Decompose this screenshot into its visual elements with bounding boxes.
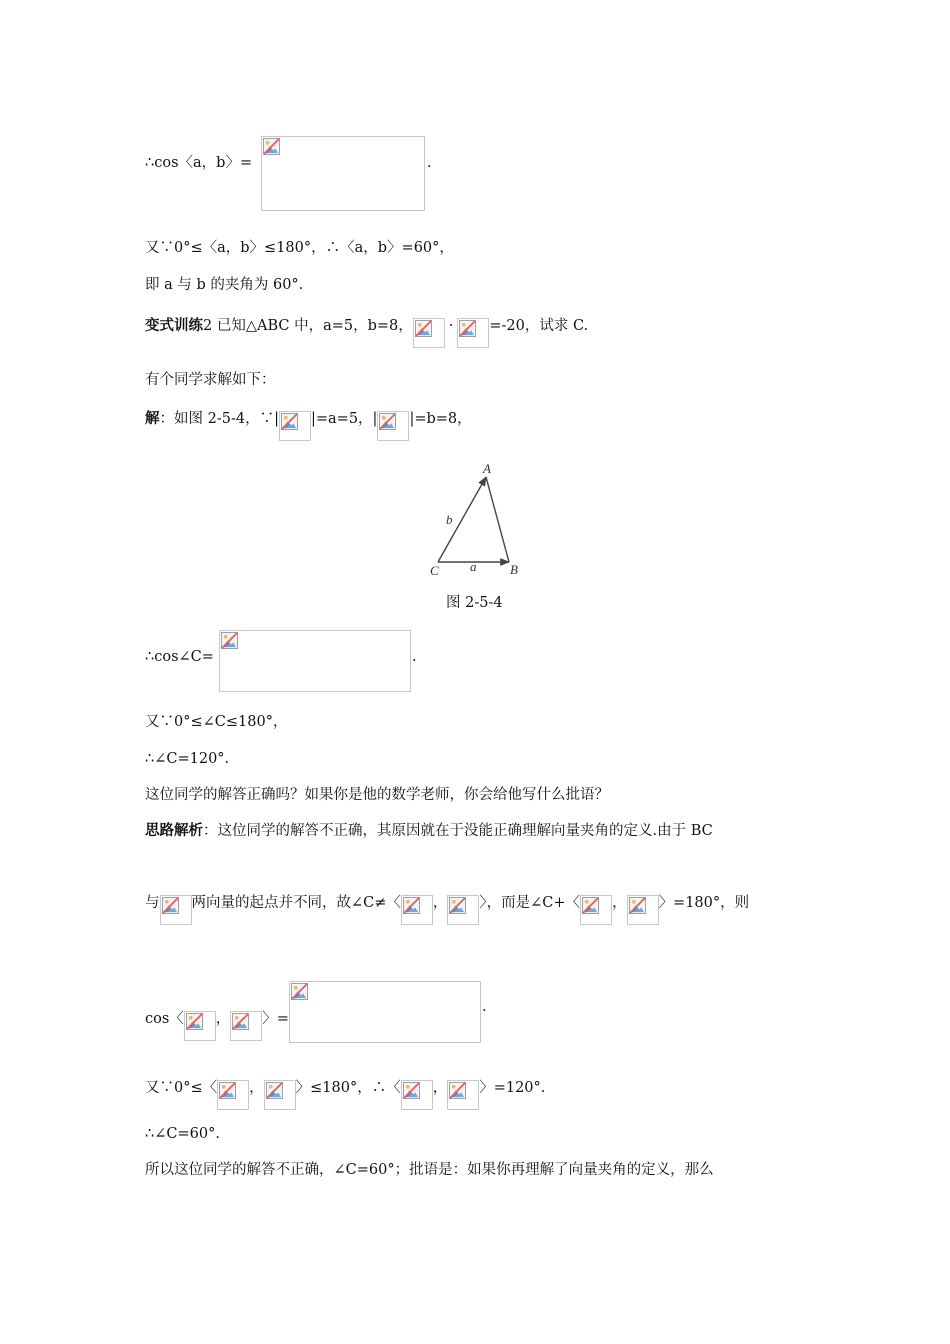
line-question xyxy=(145,785,609,805)
text: 两向量的起点并不同，故∠C≠〈 xyxy=(191,895,401,911)
text: 〉≤180°，∴〈 xyxy=(295,1080,401,1096)
text: ， xyxy=(612,895,627,911)
text: 这位同学的解答正确吗？如果你是他的数学老师，你会给他写什么批语？ xyxy=(145,787,609,803)
broken-image-icon xyxy=(162,897,179,914)
line-student-solution xyxy=(145,370,276,390)
period: . xyxy=(412,649,417,665)
line-variant-exercise xyxy=(145,304,588,348)
broken-image-icon xyxy=(266,1082,283,1099)
line-analysis xyxy=(145,821,713,841)
line-solution xyxy=(145,397,472,441)
label-B: B xyxy=(510,562,518,577)
broken-image-icon xyxy=(186,1013,203,1030)
broken-image-icon xyxy=(415,320,432,337)
text: 〉= xyxy=(262,1011,289,1027)
vector-image xyxy=(160,895,192,925)
text: |=a=5，| xyxy=(310,411,378,427)
label-variant: 变式训练 xyxy=(145,317,203,334)
text: ∴∠C=60°. xyxy=(145,1126,220,1142)
broken-image-icon xyxy=(281,413,298,430)
text: 又∵0°≤∠C≤180°， xyxy=(145,714,288,730)
line-cos-vectors xyxy=(145,997,289,1041)
text: ， xyxy=(432,895,448,911)
line-vectors-start-point xyxy=(145,881,749,925)
line-c-120 xyxy=(145,749,229,769)
vector-image xyxy=(401,895,433,925)
broken-image-icon xyxy=(449,1082,466,1099)
text: 又∵0°≤〈 xyxy=(145,1080,218,1096)
side-ab-line xyxy=(486,477,509,562)
vector-image xyxy=(447,895,479,925)
vector-image xyxy=(401,1080,433,1110)
vector-image xyxy=(580,895,612,925)
line-angle-result xyxy=(145,275,303,295)
formula-image xyxy=(219,630,411,692)
label-b: b xyxy=(446,512,453,527)
text: 〉=120°. xyxy=(479,1080,546,1096)
label-A: A xyxy=(483,461,491,476)
vector-image xyxy=(279,411,311,441)
broken-image-icon xyxy=(232,1013,249,1030)
text: 有个同学求解如下： xyxy=(145,372,276,388)
text: ：这位同学的解答不正确，其原因就在于没能正确理解向量夹角的定义.由于 BC xyxy=(203,823,713,839)
text: ∴cos〈a，b〉= xyxy=(145,155,253,171)
broken-image-icon xyxy=(582,897,599,914)
text: 所以这位同学的解答不正确，∠C=60°；批语是：如果你再理解了向量夹角的定义，那么 xyxy=(145,1162,714,1178)
vector-image xyxy=(457,318,489,348)
text: 〉=180°，则 xyxy=(658,895,750,911)
text: 又∵0°≤〈a，b〉≤180°，∴〈a，b〉=60°， xyxy=(145,240,454,256)
label-C: C xyxy=(430,563,439,578)
line-cos-c xyxy=(145,647,214,667)
vector-image xyxy=(447,1080,479,1110)
line-c-60 xyxy=(145,1124,220,1144)
broken-image-icon xyxy=(403,897,420,914)
vector-image xyxy=(230,1011,262,1041)
label-solution: 解 xyxy=(145,410,160,427)
broken-image-icon xyxy=(459,320,476,337)
vector-image xyxy=(264,1080,296,1110)
line-angle-range xyxy=(145,238,454,258)
formula-image xyxy=(261,136,425,211)
broken-image-icon xyxy=(221,632,238,649)
line-cos-ab xyxy=(145,153,252,173)
text: ∴∠C=120°. xyxy=(145,751,230,767)
vector-image xyxy=(184,1011,216,1041)
period: . xyxy=(482,999,487,1015)
broken-image-icon xyxy=(449,897,466,914)
triangle-figure xyxy=(400,456,560,586)
text: ：如图 2-5-4，∵| xyxy=(159,411,279,427)
line-vector-angle-range xyxy=(145,1066,545,1110)
vector-image xyxy=(377,411,409,441)
text: ， xyxy=(249,1080,264,1096)
label-a: a xyxy=(470,559,477,574)
dot-operator: · xyxy=(448,318,454,334)
broken-image-icon xyxy=(629,897,646,914)
text: ， xyxy=(215,1011,231,1027)
formula-image xyxy=(289,981,481,1043)
broken-image-icon xyxy=(263,138,280,155)
text: 即 a 与 b 的夹角为 60°. xyxy=(145,277,304,293)
figure-caption: 图 2-5-4 xyxy=(446,595,503,611)
broken-image-icon xyxy=(219,1082,236,1099)
text: 〉，而是∠C+〈 xyxy=(479,895,581,911)
line-c-range xyxy=(145,712,287,732)
label-analysis: 思路解析 xyxy=(145,822,203,839)
text: =-20，试求 C. xyxy=(489,318,589,334)
text: |=b=8， xyxy=(409,411,472,427)
broken-image-icon xyxy=(403,1082,420,1099)
text: ∴cos∠C= xyxy=(145,649,214,665)
text: 与 xyxy=(145,895,160,911)
text: cos〈 xyxy=(145,1011,184,1027)
line-conclusion xyxy=(145,1160,714,1180)
text: ， xyxy=(432,1080,448,1096)
vector-image xyxy=(413,318,445,348)
broken-image-icon xyxy=(291,983,308,1000)
vector-image xyxy=(217,1080,249,1110)
period: . xyxy=(427,155,432,171)
text: 2 已知△ABC 中，a=5，b=8， xyxy=(203,318,413,334)
vector-image xyxy=(627,895,659,925)
broken-image-icon xyxy=(379,413,396,430)
